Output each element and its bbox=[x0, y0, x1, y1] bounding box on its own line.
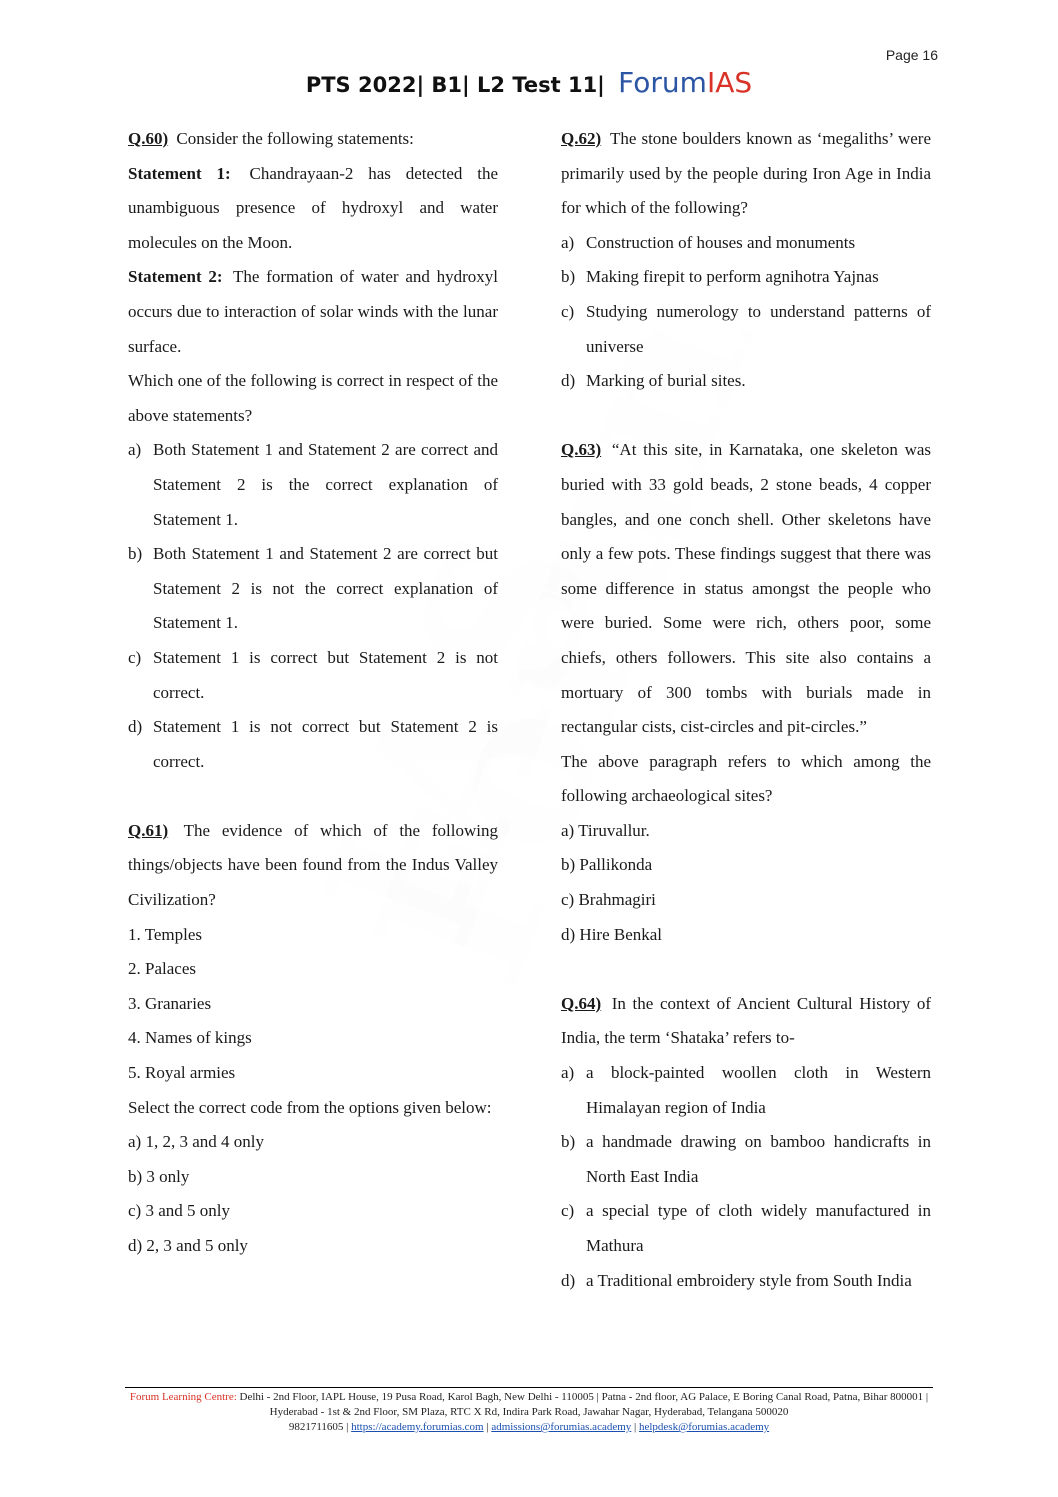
q64-option-c: c) a special type of cloth widely manufactured in Mathura bbox=[561, 1201, 931, 1255]
q64-number: Q.64) bbox=[561, 993, 602, 1013]
q63-stem: Q.63) “At this site, in Karnataka, one skeleton was buried with 33 gold beads, 2 stone beads, 4 copper bangles, and one conch shell. Other skeletons have only a few pots. These findings suggest that there was some difference in status amongst the people who were buried. Some were rich, others poor, some chiefs, others followers. This site also contains a mortuary of 300 tombs with burials made in rectangular cists, cist-circles and pit-circles.” bbox=[561, 440, 932, 737]
brand-logo-ias: IAS bbox=[706, 66, 753, 99]
q63-ask: The above paragraph refers to which among the following archaeological sites? bbox=[561, 751, 931, 806]
q60-option-c: c) Statement 1 is correct but Statement 2 is not correct. bbox=[128, 647, 498, 702]
q62-number: Q.62) bbox=[561, 129, 602, 148]
page-number: Page 16 bbox=[885, 47, 938, 63]
q60-option-d: d) Statement 1 is not correct but Statement 2 is correct. bbox=[128, 717, 498, 771]
page-header bbox=[0, 66, 1058, 99]
q64-option-a: a) a block-painted woollen cloth in Western Himalayan region of India bbox=[561, 1063, 931, 1117]
q62-option-a: a) Construction of houses and monuments bbox=[561, 232, 856, 252]
q62-option-d: d) Marking of burial sites. bbox=[561, 371, 746, 391]
q61-item: 2. Palaces bbox=[128, 959, 196, 979]
q60-number: Q.60) bbox=[128, 129, 169, 148]
footer-addresses: Delhi - 2nd Floor, IAPL House, 19 Pusa Road, Karol Bagh, New Delhi - 110005 | Patna - 2nd floor, AG Palace, E Boring Canal Road, Patna, Bihar 800001 | Hyderabad - 1st & 2nd Floor, SM Plaza, RTC X Rd, Indira Park Road, Jawahar Nagar, Hyderabad, Telangana 500020 bbox=[239, 1391, 929, 1418]
page-footer: Forum Learning Centre: Delhi - 2nd Floor, IAPL House, 19 Pusa Road, Karol Bagh, New Delhi - 110005 | Patna - 2nd floor, AG Palace, E Boring Canal Road, Patna, Bihar 800001 | Hyderabad - 1st & 2nd Floor, SM Plaza, RTC X Rd, Indira Park Road, Jawahar Nagar, Hyderabad, Telangana 500020 9821711605 | https://academy.forumias.com | admissions@forumias.academy | helpdesk@forumias.academy bbox=[125, 1387, 933, 1435]
q64-stem: Q.64) In the context of Ancient Cultural History of India, the term ‘Shataka’ refers to- bbox=[561, 993, 931, 1048]
q60-ask: Which one of the following is correct in respect of the above statements? bbox=[128, 371, 498, 425]
footer-label: Forum Learning Centre: bbox=[129, 1391, 237, 1403]
q60-option-a: a) Both Statement 1 and Statement 2 are correct and Statement 2 is the correct explanation of Statement 1. bbox=[128, 440, 498, 529]
q61-item: 5. Royal armies bbox=[128, 1063, 236, 1083]
q60-stem: Q.60) Consider the following statements: bbox=[128, 129, 414, 148]
brand-logo-forum: Forum bbox=[618, 66, 707, 99]
q62-stem: Q.62) The stone boulders known as ‘megaliths’ were primarily used by the people during Iron Age in India for which of the following? bbox=[561, 129, 931, 218]
q60-statement-1: Statement 1: Chandrayaan-2 has detected the unambiguous presence of hydroxyl and water molecules on the Moon. bbox=[128, 163, 499, 252]
q62-option-c: c) Studying numerology to understand patterns of universe bbox=[561, 301, 931, 356]
q61-item: 3. Granaries bbox=[128, 993, 212, 1013]
q61-option-d: d) 2, 3 and 5 only bbox=[128, 1236, 248, 1255]
brand-logo bbox=[618, 66, 752, 99]
q61-item: 4. Names of kings bbox=[128, 1028, 252, 1048]
footer-admissions-email-link[interactable]: admissions@forumias.academy bbox=[491, 1421, 632, 1433]
q61-stem: Q.61) The evidence of which of the following things/objects have been found from the Indus Valley Civilization? bbox=[128, 820, 498, 910]
q63-number: Q.63) bbox=[561, 440, 602, 460]
q61-option-c: c) 3 and 5 only bbox=[128, 1201, 230, 1221]
q60-statement-2: Statement 2: The formation of water and hydroxyl occurs due to interaction of solar winds with the lunar surface. bbox=[128, 267, 498, 356]
q61-item: 1. Temples bbox=[128, 924, 203, 944]
q62-option-b: b) Making firepit to perform agnihotra Yajnas bbox=[561, 267, 879, 287]
q64-option-b: b) a handmade drawing on bamboo handicrafts in North East India bbox=[561, 1132, 931, 1186]
footer-website-link[interactable]: https://academy.forumias.com bbox=[351, 1421, 484, 1433]
q61-option-b: b) 3 only bbox=[128, 1166, 190, 1186]
q60-option-b: b) Both Statement 1 and Statement 2 are correct but Statement 2 is not the correct explanation of Statement 1. bbox=[128, 544, 498, 633]
q63-option-c: c) Brahmagiri bbox=[561, 890, 656, 910]
q63-option-b: b) Pallikonda bbox=[561, 855, 653, 875]
footer-helpdesk-email-link[interactable]: helpdesk@forumias.academy bbox=[638, 1421, 770, 1433]
q63-option-a: a) Tiruvallur. bbox=[561, 820, 650, 840]
q61-number: Q.61) bbox=[128, 820, 169, 840]
footer-phone: 9821711605 | bbox=[288, 1421, 349, 1433]
q63-option-d: d) Hire Benkal bbox=[561, 924, 663, 944]
right-column bbox=[561, 122, 931, 1298]
left-column bbox=[128, 122, 498, 1264]
test-title: PTS 2022| B1| L2 Test 11| bbox=[305, 73, 605, 97]
q61-ask: Select the correct code from the options given below: bbox=[128, 1097, 492, 1117]
q64-option-d: d) a Traditional embroidery style from South India bbox=[561, 1270, 912, 1290]
q61-option-a: a) 1, 2, 3 and 4 only bbox=[128, 1132, 264, 1152]
